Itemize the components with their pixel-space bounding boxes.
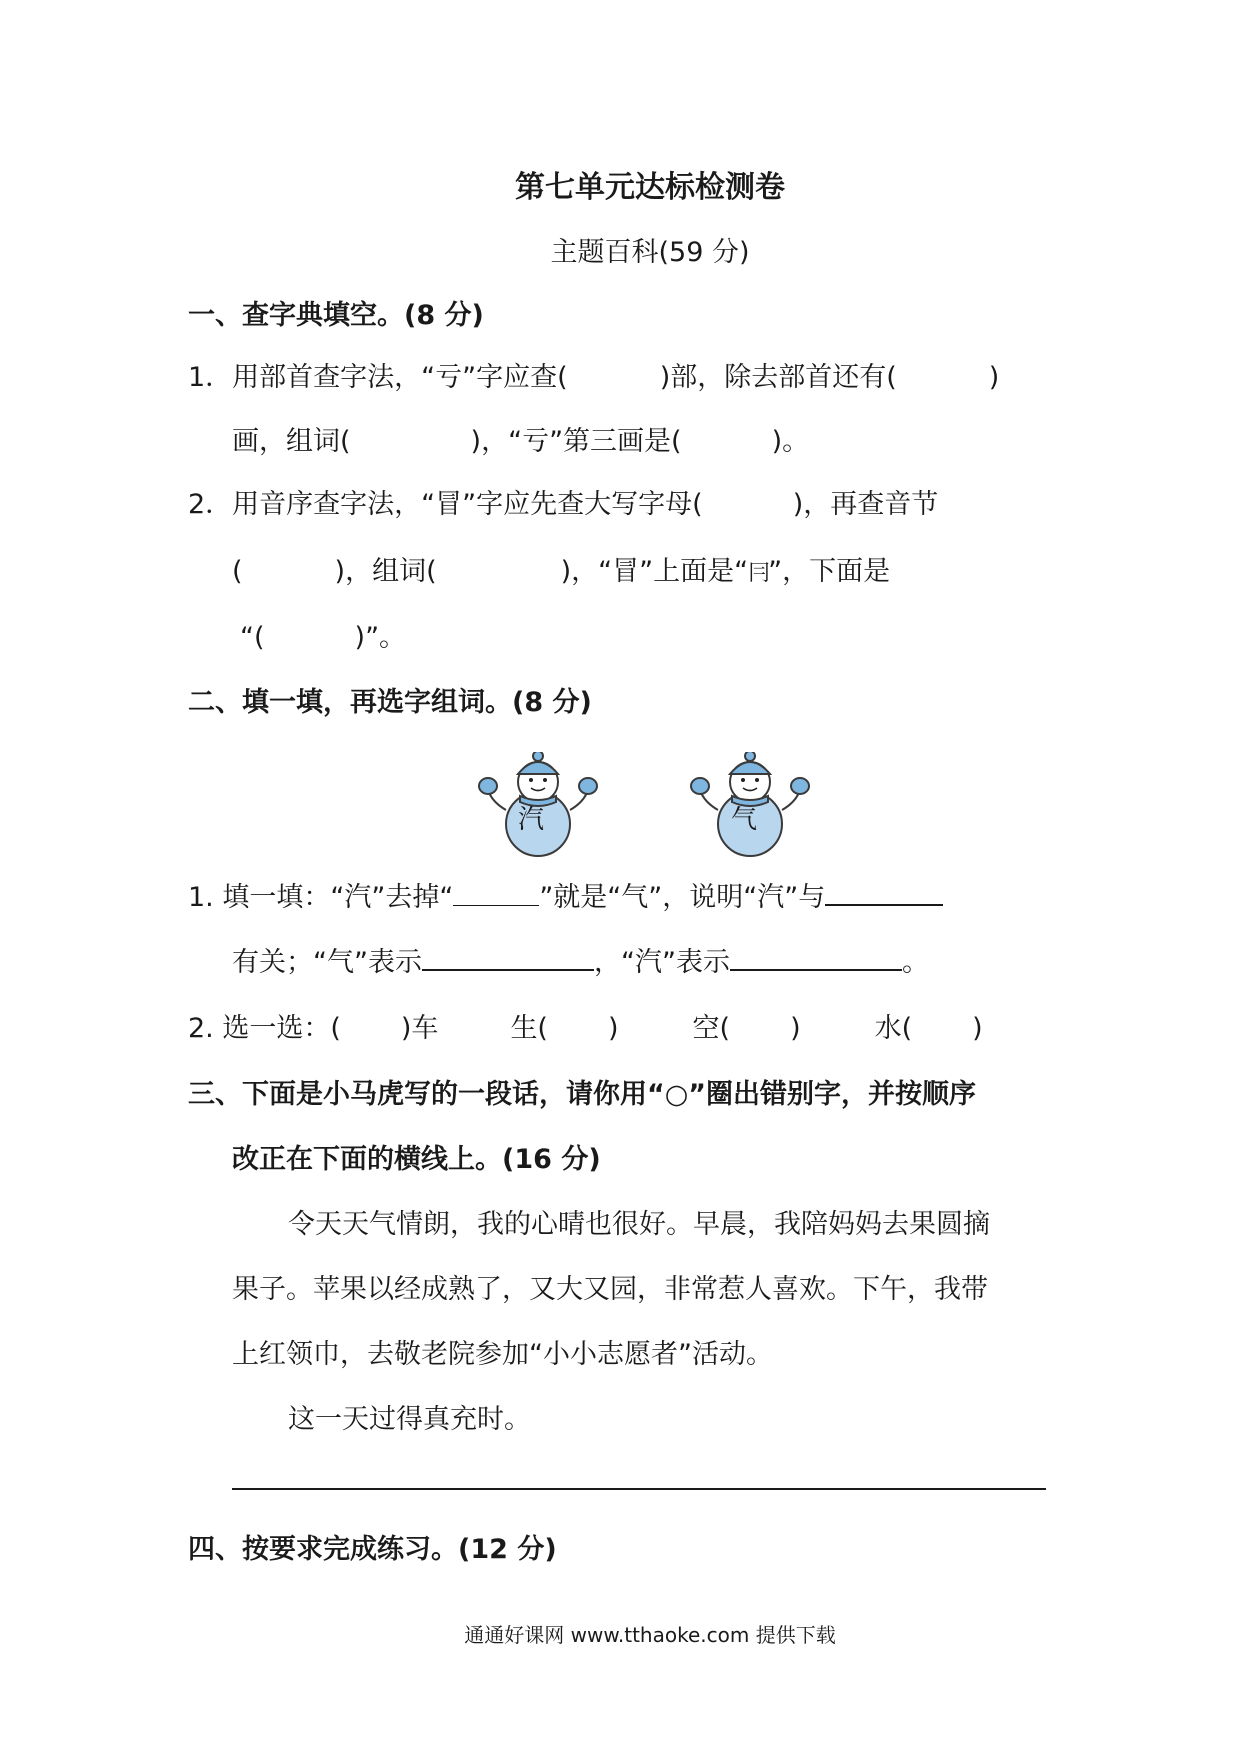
s2-q1-blank-2[interactable]	[825, 878, 943, 906]
footer-text: 通通好课网 www.tthaoke.com 提供下载	[464, 1623, 836, 1647]
s2-q2-text-g: 水(	[874, 1013, 913, 1044]
s1-q2-text-b: )，再查音节	[792, 489, 939, 520]
s1-q2-line3	[240, 618, 406, 658]
s1-q2-text-h: )”。	[354, 622, 407, 653]
section-3-heading-line2: 改正在下面的横线上。(16 分)	[232, 1144, 601, 1175]
snowman-char-1: 汽	[518, 805, 545, 835]
s1-q2-text-f: ”，下面是	[768, 556, 891, 587]
s1-q2-text-a: 2．用音序查字法，“冒”字应先查大写字母(	[188, 489, 703, 520]
s1-q2-text-c: (	[232, 556, 243, 587]
snowman-char-2: 气	[731, 805, 758, 835]
s2-q2-text-c: 生(	[510, 1013, 548, 1044]
s2-q1-line1	[188, 878, 943, 918]
s1-q1-text-f: )。	[771, 426, 810, 457]
s1-q1-text-a: 1．用部首查字法，“亏”字应查(	[188, 362, 568, 393]
s1-q1-text-c: )	[988, 362, 1000, 393]
s1-q2-text-e: )，“冒”上面是“	[560, 556, 749, 587]
s1-q1-line1	[188, 358, 999, 398]
s1-q2-text-g: “(	[240, 622, 265, 653]
s2-q1-text-a: 1. 填一填：“汽”去掉“	[188, 882, 454, 913]
s2-q2-text-a: 2. 选一选：(	[188, 1013, 341, 1044]
paragraph-line: 果子。苹果以经成熟了，又大又园，非常惹人喜欢。下午，我带	[232, 1274, 988, 1305]
s1-q2-text-d: )，组词(	[334, 556, 437, 587]
s2-q1-text-e: 。	[901, 947, 929, 978]
s2-q2-line	[188, 1009, 983, 1049]
s2-q1-text-c: 有关；“气”表示	[232, 947, 422, 978]
s2-q2-text-e: 空(	[692, 1013, 731, 1044]
s2-q1-text-b: ”就是“气”，说明“汽”与	[539, 882, 826, 913]
paragraph-line: 上红领巾，去敬老院参加“小小志愿者”活动。	[232, 1339, 773, 1370]
s2-q1-blank-3[interactable]	[422, 943, 594, 971]
answer-line[interactable]	[232, 1488, 1046, 1490]
section-1-heading: 一、查字典填空。(8 分)	[188, 300, 484, 331]
s1-q1-line2	[232, 422, 809, 462]
s1-q1-text-e: )，“亏”第三画是(	[470, 426, 682, 457]
s2-q1-text-d: ，“汽”表示	[593, 947, 730, 978]
s2-q2-text-b: )车	[400, 1013, 439, 1044]
s1-q2-line2	[232, 552, 890, 594]
page-subtitle: 主题百科(59 分)	[550, 237, 750, 268]
s2-q1-blank-4[interactable]	[730, 943, 902, 971]
s1-q2-line1	[188, 485, 938, 525]
s1-q1-text-b: )部，除去部首还有(	[659, 362, 897, 393]
s2-q2-text-h: )	[972, 1013, 983, 1044]
section-3-heading-line1: 三、下面是小马虎写的一段话，请你用“○”圈出错别字，并按顺序	[188, 1079, 977, 1110]
section-2-heading: 二、填一填，再选字组词。(8 分)	[188, 687, 592, 718]
page-title: 第七单元达标检测卷	[515, 170, 785, 205]
section-4-heading: 四、按要求完成练习。(12 分)	[188, 1534, 557, 1565]
paragraph-line: 这一天过得真充时。	[288, 1404, 531, 1435]
s2-q2-text-f: )	[790, 1013, 801, 1044]
radical-glyph: 冃	[748, 561, 769, 586]
s1-q1-text-d: 画，组词(	[232, 426, 351, 457]
s2-q1-blank-1[interactable]	[453, 879, 539, 906]
s2-q1-line2	[232, 943, 929, 983]
paragraph-line: 令天天气情朗，我的心晴也很好。早晨，我陪妈妈去果圆摘	[288, 1209, 990, 1240]
s2-q2-text-d: )	[607, 1013, 619, 1044]
